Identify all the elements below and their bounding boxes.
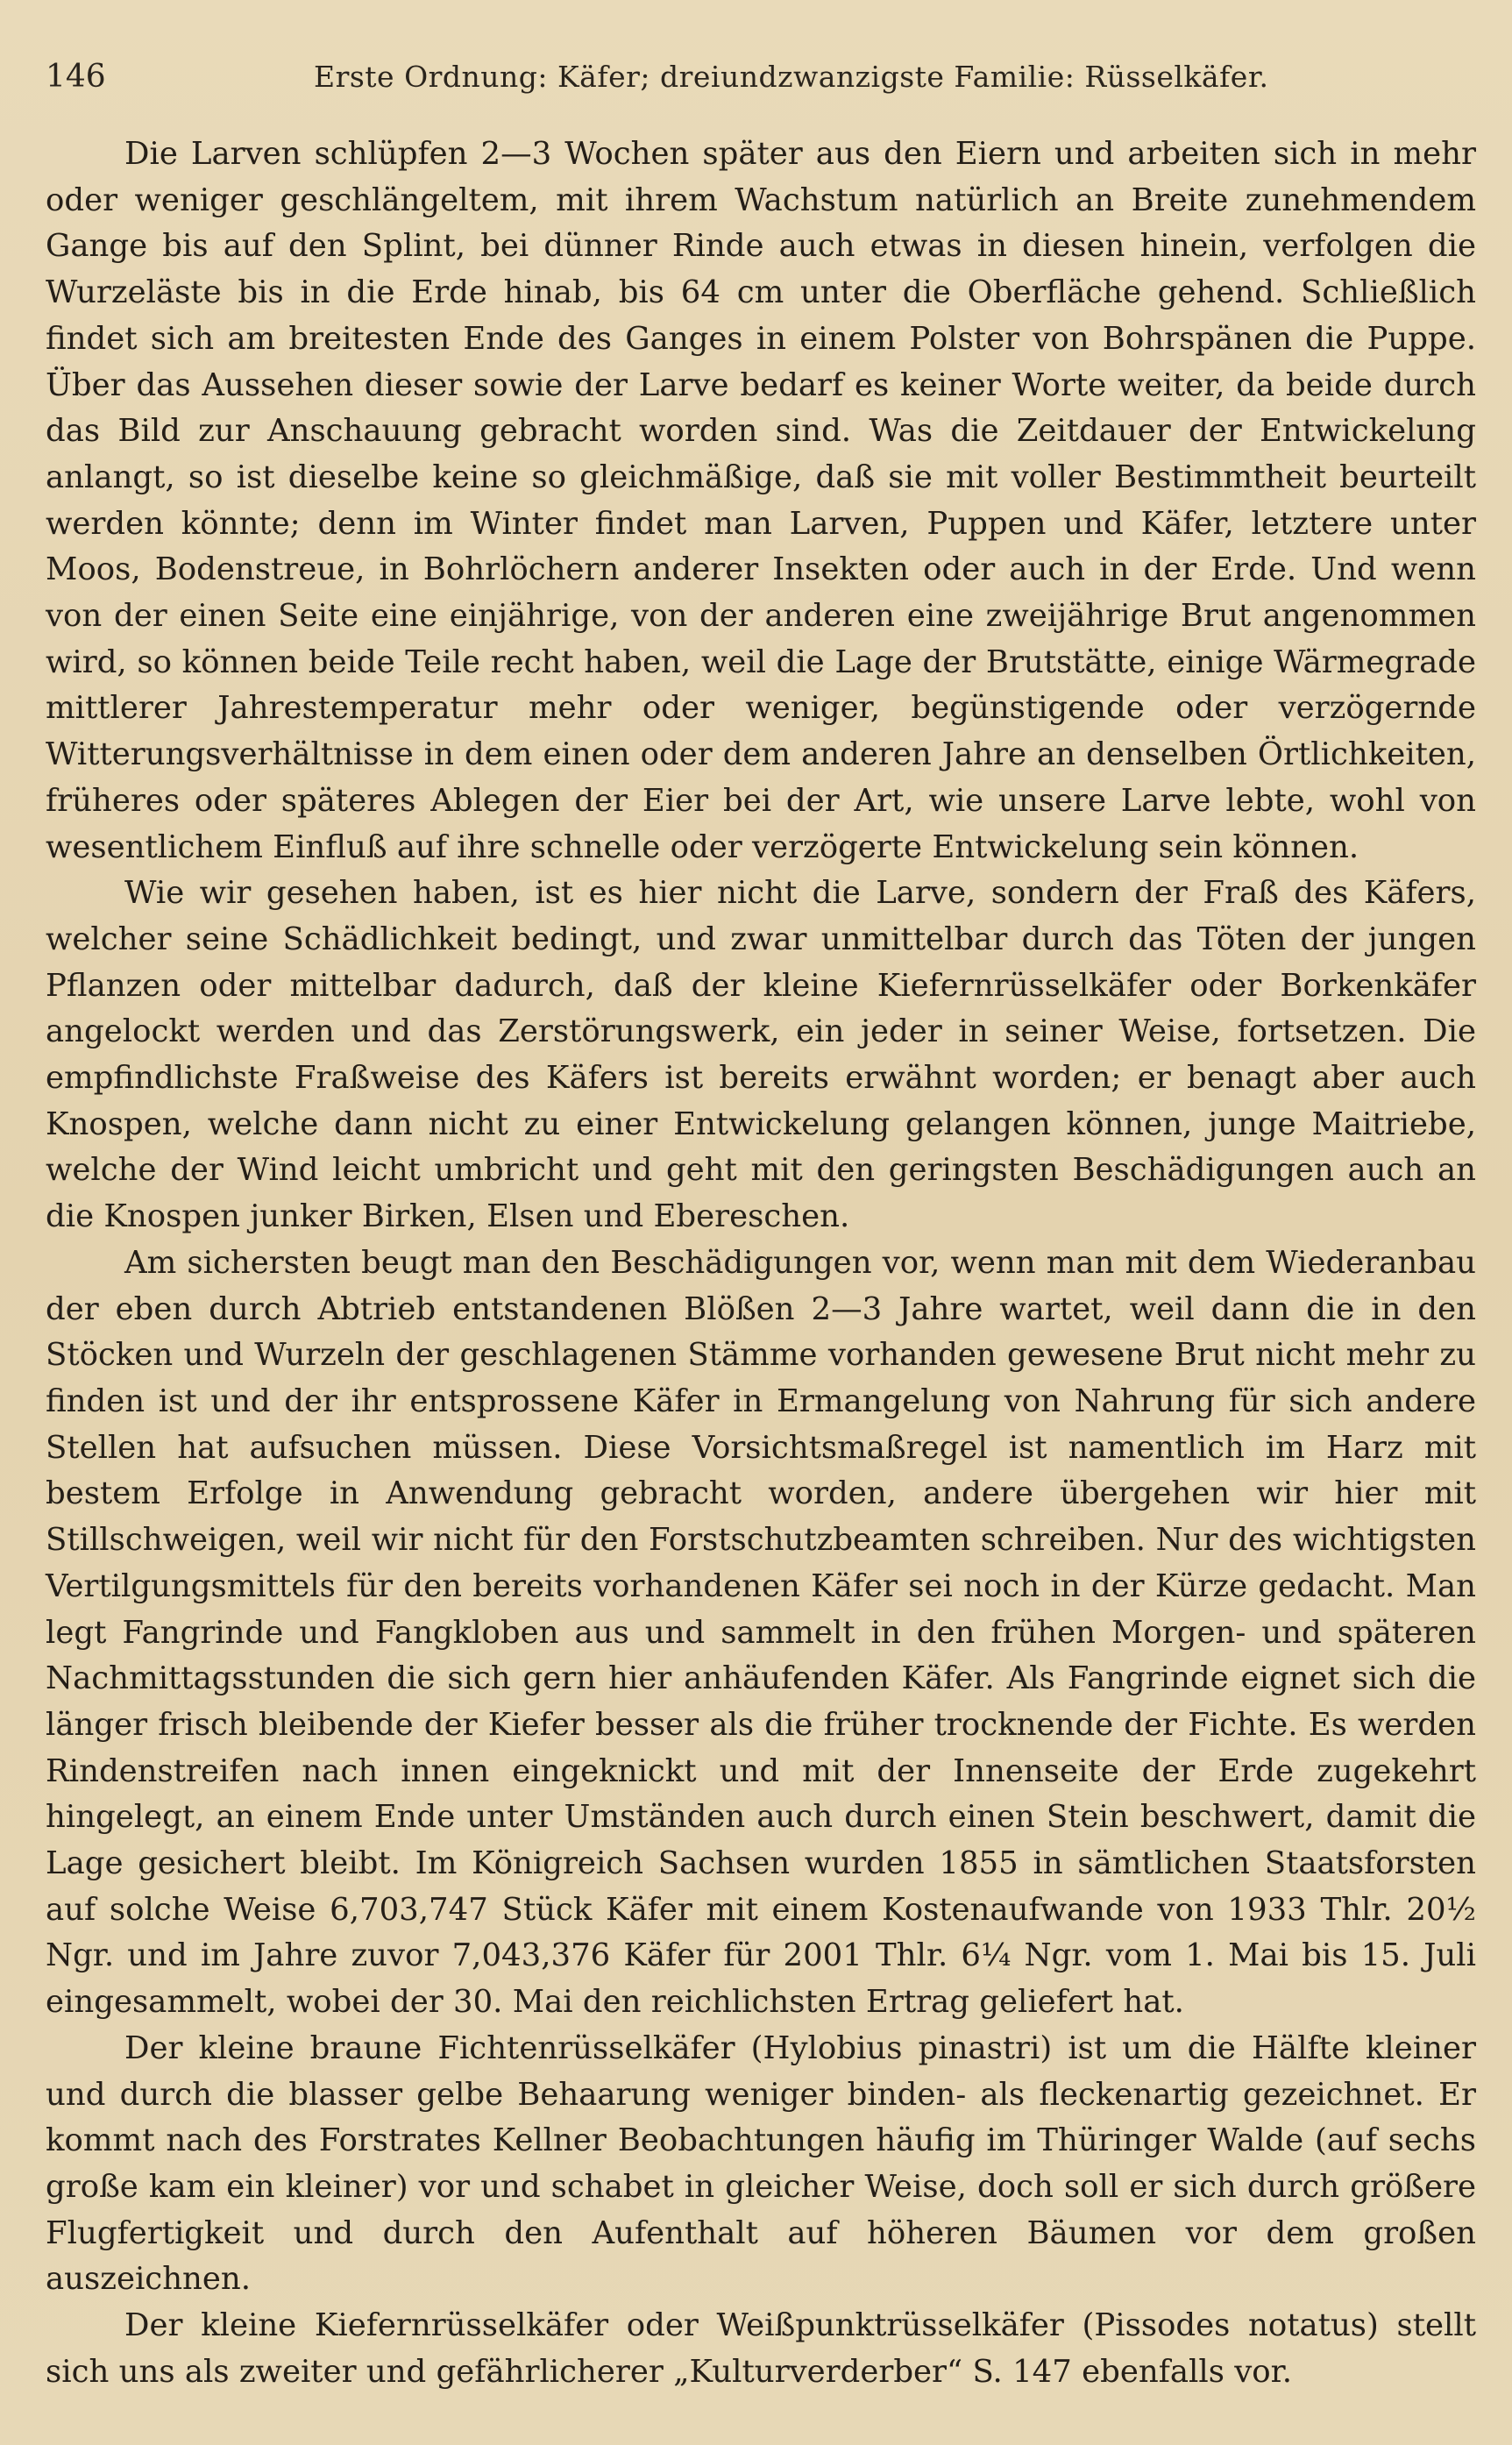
- paragraph: Der kleine Kiefernrüsselkäfer oder Weißpunktrüsselkäfer (Pissodes notatus) stellt sich uns als zweiter und gefährlicherer „Kulturverderber“ S. 147 ebenfalls vor.: [46, 2307, 1476, 2390]
- paragraph: Der kleine braune Fichtenrüsselkäfer (Hylobius pinastri) ist um die Hälfte kleiner und durch die blasser gelbe Behaarung weniger binden- als fleckenartig gezeichnet. Er kommt nach des Forstrates Kellner Beobachtungen häufig im Thüringer Walde (auf sechs große kam ein kleiner) vor und schabet in gleicher Weise, doch soll er sich durch größere Flugfertigkeit und durch den Aufenthalt auf höheren Bäumen vor dem großen auszeichnen.: [46, 2029, 1476, 2298]
- paragraph: Am sichersten beugt man den Beschädigungen vor, wenn man mit dem Wiederanbau der eben durch Abtrieb entstandenen Blößen 2—3 Jahre wartet, weil dann die in den Stöcken und Wurzeln der geschlagenen Stämme vorhanden gewesene Brut nicht mehr zu finden ist und der ihr entsprossene Käfer in Ermangelung von Nahrung für sich andere Stellen hat aufsuchen müssen. Diese Vorsichtsmaßregel ist namentlich im Harz mit bestem Erfolge in Anwendung gebracht worden, andere übergehen wir hier mit Stillschweigen, weil wir nicht für den Forstschutzbeamten schreiben. Nur des wichtigsten Vertilgungsmittels für den bereits vorhandenen Käfer sei noch in der Kürze gedacht. Man legt Fangrinde und Fangkloben aus und sammelt in den frühen Morgen- und späteren Nachmittagsstunden die sich gern hier anhäufenden Käfer. Als Fangrinde eignet sich die länger frisch bleibende der Kiefer besser als die früher trocknende der Fichte. Es werden Rindenstreifen nach innen eingeknickt und mit der Innenseite der Erde zugekehrt hingelegt, an einem Ende unter Umständen auch durch einen Stein beschwert, damit die Lage gesichert bleibt. Im Königreich Sachsen wurden 1855 in sämtlichen Staatsforsten auf solche Weise 6,703,747 Stück Käfer mit einem Kostenaufwande von 1933 Thlr. 20½ Ngr. und im Jahre zuvor 7,043,376 Käfer für 2001 Thlr. 6¼ Ngr. vom 1. Mai bis 15. Juli eingesammelt, wobei der 30. Mai den reichlichsten Ertrag geliefert hat.: [46, 1244, 1476, 2021]
- paragraph: Wie wir gesehen haben, ist es hier nicht die Larve, sondern der Fraß des Käfers, welcher seine Schädlichkeit bedingt, und zwar unmittelbar durch das Töten der jungen Pflanzen oder mittelbar dadurch, daß der kleine Kiefernrüsselkäfer oder Borkenkäfer angelockt werden und das Zerstörungswerk, ein jeder in seiner Weise, fortsetzen. Die empfindlichste Fraßweise des Käfers ist bereits erwähnt worden; er benagt aber auch Knospen, welche dann nicht zu einer Entwickelung gelangen können, junge Maitriebe, welche der Wind leicht umbricht und geht mit den geringsten Beschädigungen auch an die Knospen junker Birken, Elsen und Ebereschen.: [46, 875, 1476, 1235]
- running-head: Erste Ordnung: Käfer; dreiundzwanzigste Familie: Rüsselkäfer.: [314, 60, 1269, 94]
- body-text: [46, 131, 1476, 2395]
- paragraph: Die Larven schlüpfen 2—3 Wochen später aus den Eiern und arbeiten sich in mehr oder weniger geschlängeltem, mit ihrem Wachstum natürlich an Breite zunehmendem Gange bis auf den Splint, bei dünner Rinde auch etwas in diesen hinein, verfolgen die Wurzeläste bis in die Erde hinab, bis 64 cm unter die Oberfläche gehend. Schließlich findet sich am breitesten Ende des Ganges in einem Polster von Bohrspänen die Puppe. Über das Aussehen dieser sowie der Larve bedarf es keiner Worte weiter, da beide durch das Bild zur Anschauung gebracht worden sind. Was die Zeitdauer der Entwickelung anlangt, so ist dieselbe keine so gleichmäßige, daß sie mit voller Bestimmtheit beurteilt werden könnte; denn im Winter findet man Larven, Puppen und Käfer, letztere unter Moos, Bodenstreue, in Bohrlöchern anderer Insekten oder auch in der Erde. Und wenn von der einen Seite eine einjährige, von der anderen eine zweijährige Brut angenommen wird, so können beide Teile recht haben, weil die Lage der Brutstätte, einige Wärmegrade mittlerer Jahrestemperatur mehr oder weniger, begünstigende oder verzögernde Witterungsverhältnisse in dem einen oder dem anderen Jahre an denselben Örtlichkeiten, früheres oder späteres Ablegen der Eier bei der Art, wie unsere Larve lebte, wohl von wesentlichem Einfluß auf ihre schnelle oder verzögerte Entwickelung sein können.: [46, 136, 1476, 865]
- page-header: [46, 54, 1474, 100]
- page-number: 146: [46, 59, 106, 95]
